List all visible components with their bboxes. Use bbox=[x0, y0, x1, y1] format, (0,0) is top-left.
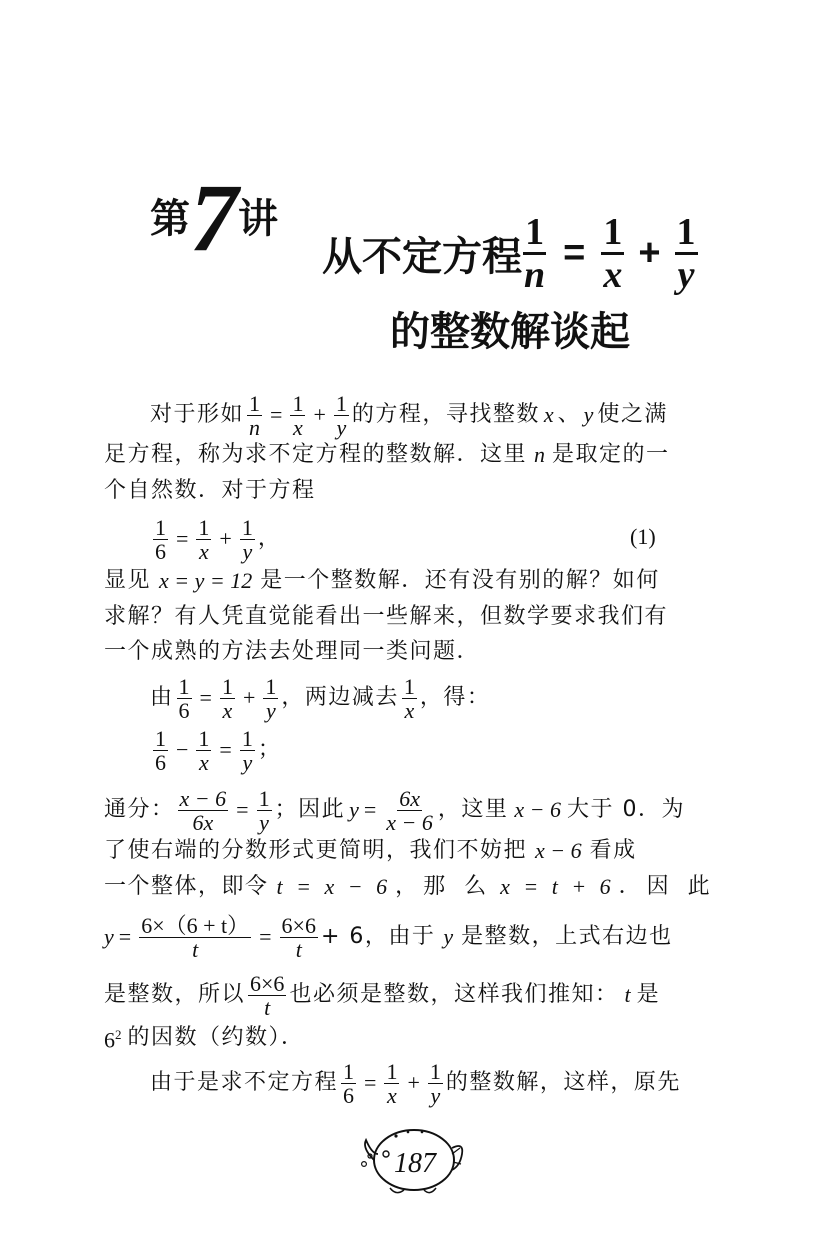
fraction-1-over-x: $\frac{1}{x}$ bbox=[221, 673, 233, 723]
fraction-1-over-x: $\frac{1}{x}$ bbox=[198, 514, 210, 564]
fraction-1-over-6: $\frac{1}{6}$ bbox=[343, 1058, 355, 1108]
title-fraction-denominator: n bbox=[524, 254, 546, 296]
power-six-squared: $6^2$ bbox=[104, 1027, 122, 1053]
math-expression: t = x − 6 bbox=[276, 874, 388, 899]
fraction-1-over-y: $\frac{1}{y}$ bbox=[241, 725, 253, 775]
fraction-1-over-y: $\frac{1}{y}$ bbox=[265, 673, 277, 723]
variable: y bbox=[443, 924, 454, 949]
text-run: 大于 0．为 bbox=[567, 797, 686, 822]
plus-sign: + bbox=[242, 685, 256, 710]
equals-sign: = bbox=[363, 797, 377, 822]
title-fraction-numerator: 1 bbox=[676, 211, 696, 253]
variable: x bbox=[543, 402, 554, 427]
title-fraction-denominator: x bbox=[603, 254, 623, 296]
text-run: 一个成熟的方法去处理同一类问题． bbox=[104, 639, 481, 664]
fraction-6x6-over-t: $\frac{6\times 6}{t}$ bbox=[281, 912, 316, 962]
text-run: 的整数解，这样，原先 bbox=[445, 1070, 681, 1095]
lecture-title bbox=[150, 164, 278, 271]
text-run: 对于形如 bbox=[150, 402, 245, 427]
fraction-1-over-6: $\frac{1}{6}$ bbox=[155, 725, 166, 775]
text-run: + 6，由于 bbox=[320, 924, 436, 949]
body-line bbox=[104, 566, 660, 596]
title-fraction-1-over-y bbox=[675, 212, 698, 295]
equals-sign: = bbox=[270, 402, 283, 427]
math-expression: x = y = 12 bbox=[159, 568, 253, 593]
body-line bbox=[104, 637, 480, 667]
title-fraction-1-over-n bbox=[522, 212, 547, 295]
title-plus: + bbox=[638, 232, 661, 274]
body-line bbox=[104, 785, 685, 835]
variable: y bbox=[583, 402, 594, 427]
fraction-1-over-x: $\frac{1}{x}$ bbox=[386, 1058, 398, 1108]
fraction-1-over-6: $\frac{1}{6}$ bbox=[155, 514, 166, 564]
body-line bbox=[104, 970, 660, 1020]
body-line bbox=[104, 602, 668, 632]
text-run: ，这里 bbox=[437, 797, 509, 822]
text-run: ，得： bbox=[419, 685, 491, 710]
fraction-1-over-y: $\frac{1}{y}$ bbox=[335, 390, 347, 440]
fraction-1-over-y: $\frac{1}{y}$ bbox=[241, 514, 253, 564]
body-line bbox=[150, 1058, 681, 1108]
body-line bbox=[104, 872, 716, 902]
title-fraction-numerator: 1 bbox=[603, 211, 623, 253]
equals-sign: = bbox=[118, 924, 132, 949]
title-fraction-numerator: 1 bbox=[525, 211, 545, 253]
text-run: 足方程，称为求不定方程的整数解．这里 bbox=[104, 442, 528, 467]
title-equals: = bbox=[563, 232, 586, 274]
text-run: 由 bbox=[150, 685, 174, 710]
equals-sign: = bbox=[199, 685, 212, 710]
equals-sign: = bbox=[259, 924, 272, 949]
title-line-2: 的整数解谈起 bbox=[390, 309, 630, 355]
text-run: ，两边减去 bbox=[281, 685, 399, 710]
fraction-6x-over-x-minus-6: $\frac{6x}{x - 6}$ bbox=[386, 785, 433, 835]
text-run: 使之满 bbox=[597, 402, 668, 427]
equals-sign: = bbox=[236, 797, 249, 822]
variable: t bbox=[624, 982, 631, 1007]
title-fraction-1-over-x bbox=[601, 212, 624, 295]
body-line bbox=[104, 1020, 305, 1055]
text-run: 是一个整数解．还有没有别的解？如何 bbox=[260, 568, 660, 593]
math-expression: x = t + 6 bbox=[500, 874, 611, 899]
variable: y bbox=[349, 797, 359, 822]
text-run: 求解？有人凭直觉能看出一些解来，但数学要求我们有 bbox=[104, 604, 669, 629]
equation-1 bbox=[150, 514, 280, 564]
equation-label: (1) bbox=[630, 524, 656, 549]
title-lecture-number: 7 bbox=[190, 164, 238, 271]
title-fraction-denominator: y bbox=[677, 254, 695, 296]
text-run: 显见 bbox=[104, 568, 152, 593]
page-number-emblem bbox=[356, 1118, 466, 1198]
fraction-1-over-x: $\frac{1}{x}$ bbox=[292, 390, 304, 440]
plus-sign: + bbox=[219, 526, 232, 551]
plus-sign: + bbox=[407, 1070, 420, 1095]
plus-sign: + bbox=[313, 402, 326, 427]
body-line bbox=[104, 476, 316, 506]
text-run: 看成 bbox=[589, 838, 637, 863]
math-expression: x − 6 bbox=[514, 797, 562, 822]
text-run: 的方程，寻找整数 bbox=[351, 402, 540, 427]
page-number: 187 bbox=[394, 1148, 436, 1179]
variable: y bbox=[104, 924, 114, 949]
fraction-1-over-y: $\frac{1}{y}$ bbox=[429, 1058, 441, 1108]
fraction-1-over-x: $\frac{1}{x}$ bbox=[198, 725, 210, 775]
text-run: 是整数，所以 bbox=[104, 982, 246, 1007]
title-prefix: 第 bbox=[150, 196, 190, 242]
text-run: ；因此 bbox=[274, 797, 346, 822]
fraction-x-minus-6-over-6x: $\frac{x - 6}{6x}$ bbox=[179, 785, 227, 835]
text-run: 、 bbox=[557, 402, 580, 427]
text-run: 是取定的一 bbox=[552, 442, 670, 467]
body-line bbox=[104, 836, 637, 866]
text-run: ； bbox=[257, 737, 280, 762]
fraction-6x6-over-t: $\frac{6\times 6}{t}$ bbox=[250, 970, 285, 1020]
title-equation bbox=[322, 212, 698, 295]
text-run: 了使右端的分数形式更简明，我们不妨把 bbox=[104, 838, 528, 863]
fraction-1-over-x: $\frac{1}{x}$ bbox=[403, 673, 415, 723]
body-line bbox=[150, 673, 490, 723]
text-run: 也必须是整数，这样我们推知： bbox=[289, 982, 619, 1007]
body-line bbox=[150, 390, 668, 440]
text-run: 通分： bbox=[104, 797, 175, 822]
equation-2 bbox=[150, 725, 280, 775]
fraction-1-over-6: $\frac{1}{6}$ bbox=[178, 673, 190, 723]
body-line bbox=[104, 912, 673, 962]
text-run: ， bbox=[257, 526, 280, 551]
math-expression: x − 6 bbox=[535, 838, 582, 863]
fraction-1-over-n: $\frac{1}{n}$ bbox=[249, 390, 261, 440]
text-run: ，那 么 bbox=[395, 874, 493, 899]
title-suffix: 讲 bbox=[238, 196, 278, 242]
body-line bbox=[104, 440, 670, 470]
text-run: 的因数（约数）． bbox=[127, 1024, 305, 1050]
minus-sign: − bbox=[176, 737, 189, 762]
text-run: 由于是求不定方程 bbox=[150, 1070, 339, 1095]
title-main-text: 从不定方程 bbox=[322, 234, 522, 280]
fraction-1-over-y: $\frac{1}{y}$ bbox=[258, 785, 270, 835]
text-run: 是整数，上式右边也 bbox=[461, 924, 673, 949]
text-run: 是 bbox=[636, 982, 661, 1007]
text-run: ．因 此 bbox=[618, 874, 716, 899]
equals-sign: = bbox=[176, 526, 189, 551]
variable: n bbox=[534, 442, 546, 467]
text-run: 个自然数．对于方程 bbox=[104, 478, 316, 503]
equals-sign: = bbox=[364, 1070, 377, 1095]
equals-sign: = bbox=[219, 737, 232, 762]
text-run: 一个整体，即令 bbox=[104, 874, 269, 899]
fraction-6x6plust-over-t: $\frac{6\times(6 + t)}{t}$ bbox=[141, 912, 250, 962]
